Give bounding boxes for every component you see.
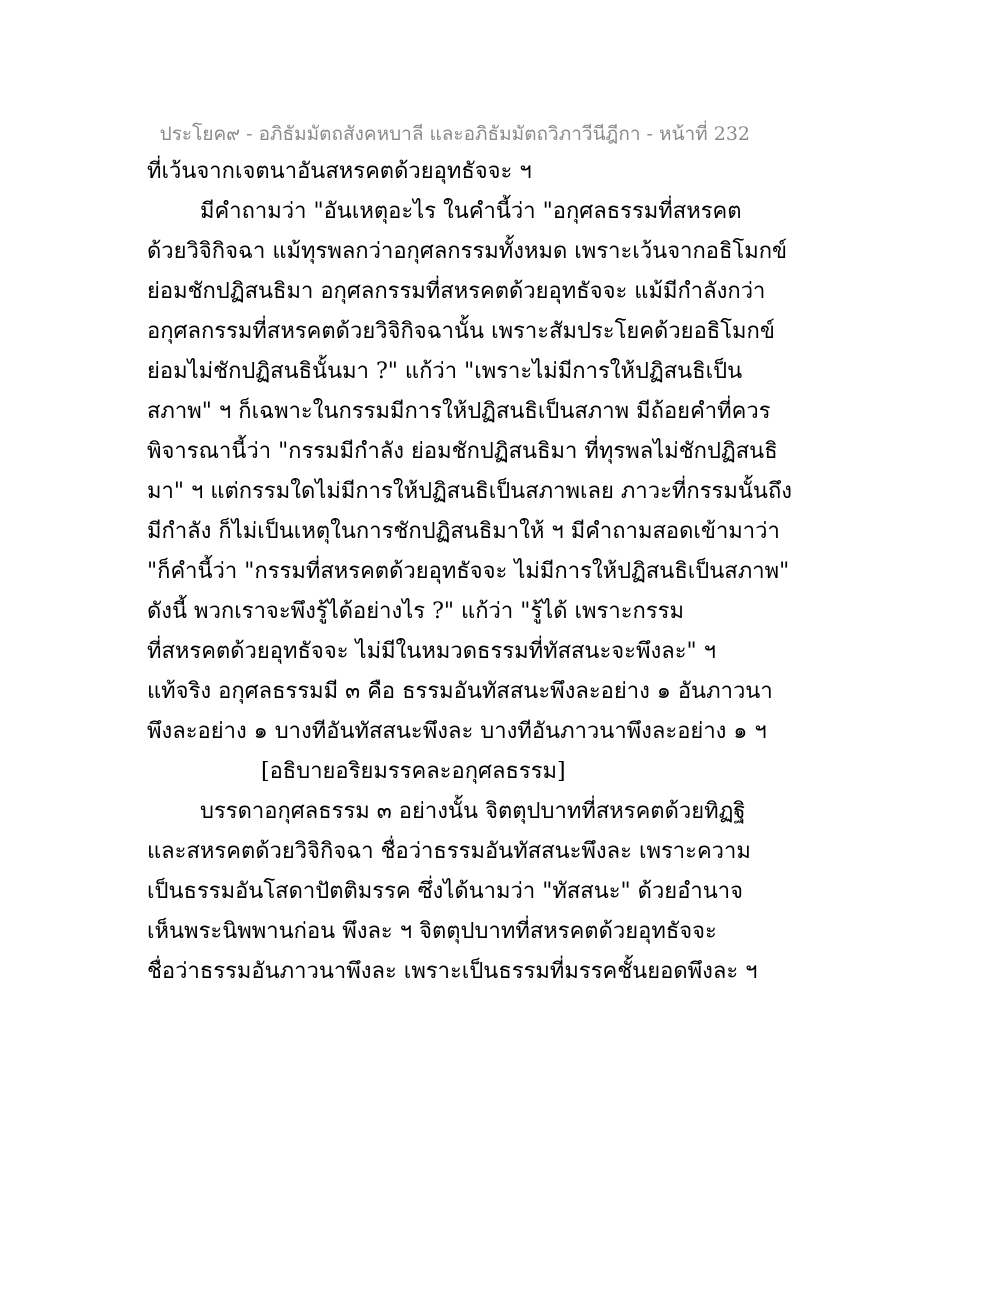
text-line: เป็นธรรมอันโสดาปัตติมรรค ซึ่งได้นามว่า "ทัสสนะ" ด้วยอำนาจ <box>147 879 744 904</box>
text-line: มา" ฯ แต่กรรมใดไม่มีการให้ปฏิสนธิเป็นสภาพเลย ภาวะที่กรรมนั้นถึง <box>147 479 793 504</box>
text-line: เห็นพระนิพพานก่อน พึงละ ฯ จิตตุปบาทที่สหรคตด้วยอุทธัจจะ <box>147 919 717 944</box>
text-line: แท้จริง อกุศลธรรมมี ๓ คือ ธรรมอันทัสสนะพึงละอย่าง ๑ อันภาวนา <box>147 679 773 704</box>
text-line: ชื่อว่าธรรมอันภาวนาพึงละ เพราะเป็นธรรมที่มรรคชั้นยอดพึงละ ฯ <box>147 959 758 984</box>
section-heading: [อธิบายอริยมรรคละอกุศลธรรม] <box>261 759 566 784</box>
text-line: พึงละอย่าง ๑ บางทีอันทัสสนะพึงละ บางทีอันภาวนาพึงละอย่าง ๑ ฯ <box>147 719 767 744</box>
paragraph-first-line: บรรดาอกุศลธรรม ๓ อย่างนั้น จิตตุปบาทที่สหรคตด้วยทิฏฐิ <box>200 799 746 824</box>
text-line: และสหรคตด้วยวิจิกิจฉา ชื่อว่าธรรมอันทัสสนะพึงละ เพราะความ <box>147 839 751 864</box>
running-header: ประโยค๙ - อภิธัมมัตถสังคหบาลี และอภิธัมมัตถวิภาวีนีฎีกา - หน้าที่ 232 <box>159 123 750 145</box>
text-line: พิจารณานี้ว่า "กรรมมีกำลัง ย่อมชักปฏิสนธิมา ที่ทุรพลไม่ชักปฏิสนธิ <box>147 439 778 464</box>
body-text <box>147 152 793 992</box>
text-line: "ก็คำนี้ว่า "กรรมที่สหรคตด้วยอุทธัจจะ ไม่มีการให้ปฏิสนธิเป็นสภาพ" <box>147 559 790 584</box>
text-line: อกุศลกรรมที่สหรคตด้วยวิจิกิจฉานั้น เพราะสัมประโยคด้วยอธิโมกข์ <box>147 319 775 344</box>
text-line: ย่อมชักปฏิสนธิมา อกุศลกรรมที่สหรคตด้วยอุทธัจจะ แม้มีกำลังกว่า <box>147 279 766 304</box>
text-line: ที่สหรคตด้วยอุทธัจจะ ไม่มีในหมวดธรรมที่ทัสสนะจะพึงละ" ฯ <box>147 639 717 664</box>
text-line: ที่เว้นจากเจตนาอันสหรคตด้วยอุทธัจจะ ฯ <box>147 159 532 184</box>
text-line: ด้วยวิจิกิจฉา แม้ทุรพลกว่าอกุศลกรรมทั้งหมด เพราะเว้นจากอธิโมกข์ <box>147 239 788 264</box>
text-line: ดังนี้ พวกเราจะพึงรู้ได้อย่างไร ?" แก้ว่า "รู้ได้ เพราะกรรม <box>147 599 684 624</box>
text-line: สภาพ" ฯ ก็เฉพาะในกรรมมีการให้ปฏิสนธิเป็นสภาพ มีถ้อยคำที่ควร <box>147 399 771 424</box>
text-line: มีกำลัง ก็ไม่เป็นเหตุในการชักปฏิสนธิมาให้ ฯ มีคำถามสอดเข้ามาว่า <box>147 519 780 544</box>
text-line: ย่อมไม่ชักปฏิสนธินั้นมา ?" แก้ว่า "เพราะไม่มีการให้ปฏิสนธิเป็น <box>147 359 743 384</box>
paragraph-first-line: มีคำถามว่า "อันเหตุอะไร ในคำนี้ว่า "อกุศลธรรมที่สหรคต <box>200 199 742 224</box>
